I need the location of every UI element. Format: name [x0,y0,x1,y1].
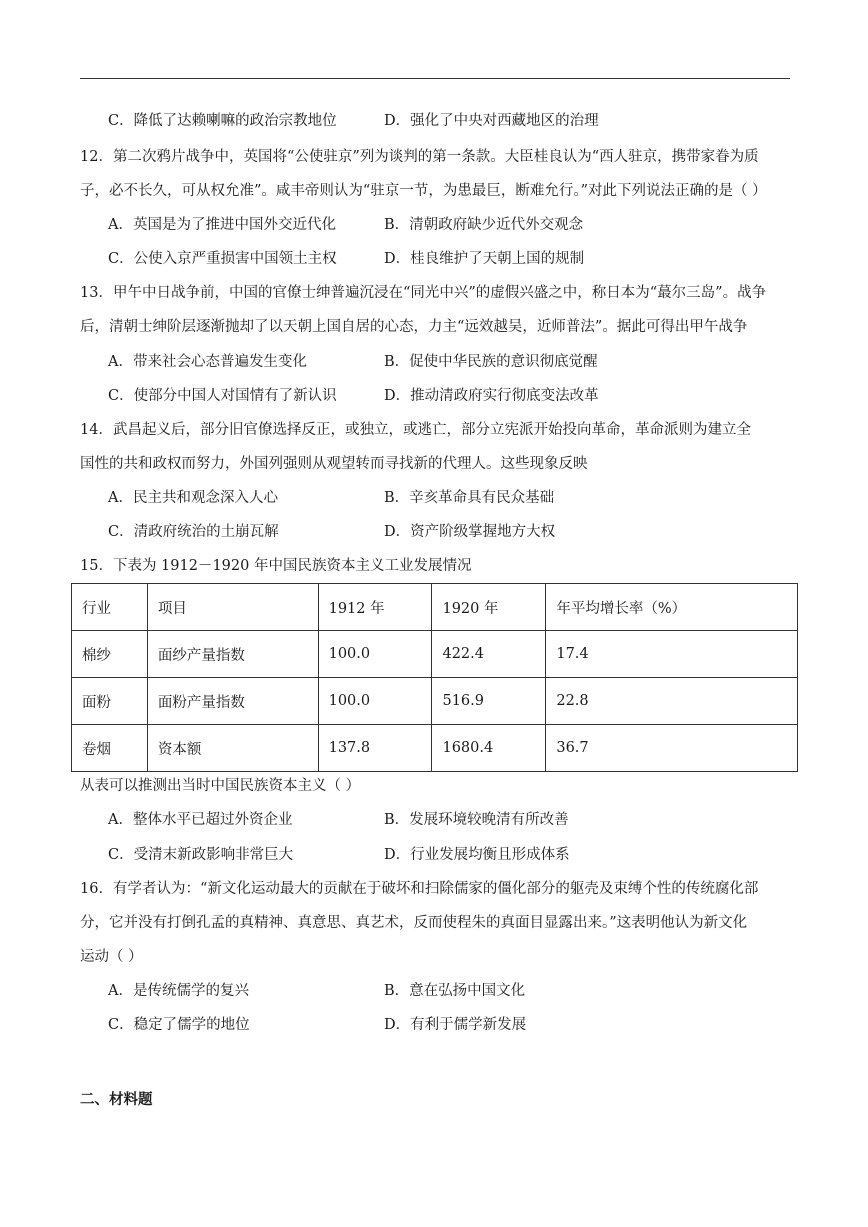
q15-stem-line2: 从表可以推测出当时中国民族资本主义（ ） [80,778,361,794]
q15-option-c[interactable]: C．受清末新政影响非常巨大 [108,847,294,863]
table-cell: 面纱产量指数 [147,631,318,678]
table-cell: 100.0 [318,678,432,725]
q11-option-d[interactable]: D．强化了中央对西藏地区的治理 [384,113,599,129]
q16-option-d[interactable]: D．有利于儒学新发展 [384,1017,527,1033]
q13-option-d[interactable]: D．推动清政府实行彻底变法改革 [384,388,599,404]
table-cell: 面粉 [72,678,148,725]
q16-option-a[interactable]: A．是传统儒学的复兴 [108,983,249,999]
q16-stem-line3: 运动（ ） [80,949,143,965]
q14-stem-line2: 国性的共和政权而努力，外国列强则从观望转而寻找新的代理人。这些现象反映 [80,456,588,472]
q11-option-c[interactable]: C．降低了达赖喇嘛的政治宗教地位 [108,113,337,129]
q13-option-b[interactable]: B．促使中华民族的意识彻底觉醒 [384,354,598,370]
q13-option-c[interactable]: C．使部分中国人对国情有了新认识 [108,388,337,404]
table-cell: 100.0 [318,631,432,678]
q12-option-d[interactable]: D．桂良维护了天朝上国的规制 [384,251,585,267]
table-cell: 面粉产量指数 [147,678,318,725]
table-cell: 422.4 [432,631,546,678]
q15-stem-line1: 15．下表为 1912－1920 年中国民族资本主义工业发展情况 [80,558,472,574]
table-cell: 22.8 [546,678,798,725]
table-cell: 资本额 [147,725,318,772]
table-cell: 1680.4 [432,725,546,772]
table-header-cell: 年平均增长率（%） [546,584,798,631]
q12-option-c[interactable]: C．公使入京严重损害中国领土主权 [108,251,337,267]
table-row [72,678,798,725]
table-header-cell: 项目 [147,584,318,631]
table-row [72,631,798,678]
table-cell: 棉纱 [72,631,148,678]
table-row [72,725,798,772]
q13-option-a[interactable]: A．带来社会心态普遍发生变化 [108,354,307,370]
q14-option-c[interactable]: C．清政府统治的土崩瓦解 [108,524,279,540]
q14-option-d[interactable]: D．资产阶级掌握地方大权 [384,524,556,540]
q16-stem-line1: 16．有学者认为：“新文化运动最大的贡献在于破坏和扫除儒家的僵化部分的躯壳及束缚个性的传统腐化部 [80,881,759,897]
industry-table [71,583,798,772]
q12-option-a[interactable]: A．英国是为了推进中国外交近代化 [108,217,336,233]
q13-stem-line2: 后，清朝士绅阶层逐渐抛却了以天朝上国自居的心态，力主“远效越吴，近师普法”。据此可得出甲午战争 [80,319,748,335]
table-cell: 36.7 [546,725,798,772]
table-cell: 卷烟 [72,725,148,772]
q14-option-a[interactable]: A．民主共和观念深入人心 [108,490,278,506]
table-header-cell: 1912 年 [318,584,432,631]
q14-option-b[interactable]: B．辛亥革命具有民众基础 [384,490,555,506]
table-cell: 516.9 [432,678,546,725]
q15-option-d[interactable]: D．行业发展均衡且形成体系 [384,847,570,863]
q15-option-a[interactable]: A．整体水平已超过外资企业 [108,812,293,828]
q14-stem-line1: 14．武昌起义后，部分旧官僚选择反正，或独立，或逃亡，部分立宪派开始投向革命，革命派则为建立全 [80,422,751,438]
table-header-cell: 1920 年 [432,584,546,631]
q12-stem-line2: 子，必不长久，可从权允准”。咸丰帝则认为“驻京一节，为患最巨，断难允行。”对此下列说法正确的是（ ） [80,183,767,199]
table-header-cell: 行业 [72,584,148,631]
q13-stem-line1: 13．甲午中日战争前，中国的官僚士绅普遍沉浸在“同光中兴”的虚假兴盛之中，称日本为“蕞尔三岛”。战争 [80,285,767,301]
q16-option-b[interactable]: B．意在弘扬中国文化 [384,983,526,999]
table-cell: 17.4 [546,631,798,678]
table-cell: 137.8 [318,725,432,772]
q16-stem-line2: 分，它并没有打倒孔孟的真精神、真意思、真艺术，反而使程朱的真面目显露出来。”这表明他认为新文化 [80,915,748,931]
header-rule [80,78,790,79]
q12-option-b[interactable]: B．清朝政府缺少近代外交观念 [384,217,584,233]
q15-option-b[interactable]: B．发展环境较晚清有所改善 [384,812,569,828]
q16-option-c[interactable]: C．稳定了儒学的地位 [108,1017,250,1033]
table-header-row [72,584,798,631]
q12-stem-line1: 12．第二次鸦片战争中，英国将“公使驻京”列为谈判的第一条款。大臣桂良认为“西人驻京，携带家眷为质 [80,149,759,165]
section-heading: 二、材料题 [80,1091,153,1108]
